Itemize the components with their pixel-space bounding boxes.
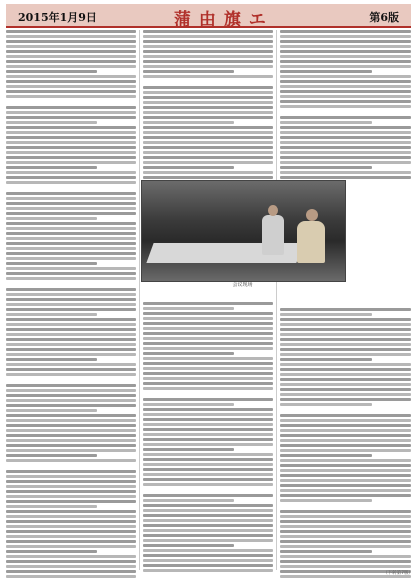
text-line [6,560,136,563]
text-line [143,146,273,149]
text-line [143,569,273,572]
text-line [6,318,136,321]
text-line [143,509,273,512]
text-line [6,475,136,478]
text-line [6,439,136,442]
text-line [6,414,136,417]
text-line [280,484,411,487]
text-line [6,535,136,538]
text-line [6,217,97,220]
text-line [143,171,273,174]
text-line [280,328,411,331]
text-line [280,338,411,341]
text-line [6,530,136,533]
text-line [280,373,411,376]
text-line [6,550,97,553]
text-line [143,347,273,350]
text-line [6,555,136,558]
text-line [280,313,372,316]
text-line [143,96,273,99]
text-line [280,474,411,477]
text-line [6,303,136,306]
text-line [143,458,273,461]
text-line [280,70,372,73]
text-line [6,480,136,483]
text-line [6,40,136,43]
text-line [280,65,411,68]
text-line [6,171,136,174]
photo-caption: 会议现场 [232,282,253,288]
text-line [280,439,411,442]
text-line [280,434,411,437]
text-line [6,298,136,301]
text-line [6,111,136,114]
text-line [143,554,273,557]
text-line [280,555,411,558]
column-2 [143,30,273,574]
text-line [6,161,136,164]
text-line [280,126,411,129]
text-line [143,131,273,134]
text-line [6,146,136,149]
text-line [6,338,136,341]
text-line [143,443,273,446]
text-line [143,312,273,315]
text-line [280,323,411,326]
text-line [143,337,273,340]
text-line [6,510,136,513]
continued-note: （下转第7版） [383,571,413,576]
text-line [6,272,136,275]
text-line [6,394,136,397]
text-line [6,470,136,473]
text-line [143,544,234,547]
text-line [6,212,136,215]
text-line [6,459,136,462]
text-line [280,176,411,179]
text-line [143,75,273,78]
text-line [143,121,234,124]
text-line [6,419,136,422]
text-line [143,362,273,365]
text-line [6,288,136,291]
text-line [6,45,136,48]
text-line [280,95,411,98]
text-line [143,86,273,89]
text-line [280,318,411,321]
text-line [6,90,136,93]
text-line [6,192,136,195]
text-line [280,45,411,48]
text-line [280,136,411,139]
text-line [143,101,273,104]
text-line [280,444,411,447]
text-line [6,409,97,412]
text-line [280,35,411,38]
text-line [6,267,136,270]
text-line [6,277,136,280]
text-line [143,156,273,159]
text-line [280,343,411,346]
text-line [6,247,136,250]
text-line [280,388,411,391]
text-line [6,55,136,58]
text-line [143,317,273,320]
text-line [143,40,273,43]
text-line [280,449,411,452]
text-line [280,55,411,58]
text-line [143,559,273,562]
text-line [280,90,411,93]
text-line [143,428,273,431]
text-line [6,495,136,498]
text-line [143,398,273,401]
text-line [143,372,273,375]
text-line [280,75,411,78]
text-line [280,525,411,528]
text-line [6,545,136,548]
text-line [6,237,136,240]
text-line [280,550,372,553]
text-line [6,95,136,98]
text-line [6,389,136,392]
attendee [262,215,284,255]
text-line [280,489,411,492]
text-line [280,333,411,336]
text-line [6,166,97,169]
text-line [6,490,136,493]
text-line [6,227,136,230]
text-line [6,399,136,402]
text-line [143,327,273,330]
text-line [143,524,273,527]
text-line [143,463,273,466]
text-line [6,353,136,356]
text-line [143,302,273,305]
text-line [280,479,411,482]
text-line [6,368,136,371]
article-body [6,30,411,570]
newspaper-title: 蒲 由 旗 エ [174,10,267,30]
text-line [6,35,136,38]
text-line [143,382,273,385]
text-line [6,65,136,68]
text-line [280,454,372,457]
text-line [6,485,136,488]
text-line [6,181,136,184]
text-line [6,116,136,119]
text-line [280,121,372,124]
text-line [143,549,273,552]
text-line [6,404,136,407]
text-line [280,419,411,422]
text-line [143,478,273,481]
text-line [6,505,97,508]
meeting-photo [141,180,346,282]
text-line [143,70,234,73]
text-line [6,454,97,457]
text-line [143,499,234,502]
text-line [6,106,136,109]
text-line [280,424,411,427]
text-line [143,151,273,154]
text-line [280,535,411,538]
text-line [280,363,411,366]
text-line [6,449,136,452]
text-line [280,141,411,144]
text-line [280,515,411,518]
column-1 [6,30,136,580]
text-line [143,30,273,33]
text-line [6,520,136,523]
text-line [6,313,97,316]
column-divider [276,30,277,570]
text-line [280,353,411,356]
text-line [143,136,273,139]
text-line [280,565,411,568]
text-line [6,333,136,336]
text-line [6,343,136,346]
issue-date: 2015年1月9日 [18,11,97,24]
text-line [280,520,411,523]
text-line [143,453,273,456]
text-line [280,166,372,169]
text-line [280,308,411,311]
text-line [6,308,136,311]
text-line [143,408,273,411]
text-line [6,570,136,573]
text-line [6,136,136,139]
text-line [280,499,372,502]
text-line [6,358,97,361]
text-line [143,91,273,94]
text-line [6,373,136,376]
text-line [143,468,273,471]
text-line [6,222,136,225]
text-line [280,510,411,513]
text-line [6,232,136,235]
text-line [143,504,273,507]
text-line [6,565,136,568]
text-line [143,106,273,109]
text-line [6,141,136,144]
text-line [143,387,273,390]
text-line [143,539,273,542]
text-line [280,50,411,53]
text-line [280,469,411,472]
text-line [143,55,273,58]
text-line [280,429,411,432]
text-line [280,100,411,103]
text-line [280,393,411,396]
text-line [6,323,136,326]
text-line [6,242,136,245]
text-line [280,131,411,134]
text-line [6,293,136,296]
text-line [143,307,234,310]
text-line [143,60,273,63]
text-line [6,50,136,53]
text-line [6,363,136,366]
text-line [6,444,136,447]
text-line [280,494,411,497]
text-line [143,448,234,451]
text-line [143,403,234,406]
text-line [280,368,411,371]
text-line [280,146,411,149]
text-line [143,473,273,476]
text-line [280,545,411,548]
text-line [143,65,273,68]
text-line [280,171,411,174]
text-line [143,332,273,335]
text-line [280,156,411,159]
text-line [280,403,372,406]
text-line [143,564,273,567]
column-3 [280,30,411,580]
text-line [280,105,411,108]
text-line [6,434,136,437]
text-line [6,252,136,255]
text-line [143,377,273,380]
text-line [143,352,234,355]
text-line [6,257,136,260]
text-line [143,433,273,436]
masthead [6,4,411,28]
text-line [6,207,136,210]
text-line [143,45,273,48]
text-line [6,384,136,387]
text-line [143,176,273,179]
text-line [143,418,273,421]
text-line [280,560,411,563]
text-line [143,494,273,497]
text-line [280,60,411,63]
page-number: 第6版 [369,11,399,24]
text-line [6,515,136,518]
text-line [143,111,273,114]
text-line [280,464,411,467]
column-divider [139,30,140,570]
text-line [6,262,97,265]
text-line [6,85,136,88]
text-line [143,438,273,441]
text-line [6,328,136,331]
text-line [143,423,273,426]
text-line [6,151,136,154]
text-line [143,529,273,532]
attendee [297,221,325,263]
text-line [6,540,136,543]
text-line [6,70,97,73]
text-line [6,80,136,83]
text-line [143,534,273,537]
text-line [6,30,136,33]
text-line [6,424,136,427]
text-line [280,151,411,154]
text-line [280,85,411,88]
text-line [280,30,411,33]
text-line [6,126,136,129]
text-line [6,525,136,528]
text-line [6,348,136,351]
text-line [6,429,136,432]
text-line [143,483,273,486]
text-line [280,378,411,381]
text-line [143,413,273,416]
text-line [280,80,411,83]
text-line [143,322,273,325]
text-line [6,75,136,78]
text-line [280,530,411,533]
text-line [6,176,136,179]
text-line [6,131,136,134]
text-line [6,202,136,205]
text-line [143,342,273,345]
text-line [143,514,273,517]
text-line [143,116,273,119]
text-line [280,540,411,543]
text-line [143,50,273,53]
text-line [280,40,411,43]
text-line [143,367,273,370]
text-line [143,35,273,38]
text-line [6,60,136,63]
text-line [143,126,273,129]
text-line [280,358,372,361]
text-line [280,383,411,386]
text-line [6,156,136,159]
text-line [280,414,411,417]
text-line [6,121,97,124]
text-line [143,161,273,164]
text-line [280,161,411,164]
text-line [6,197,136,200]
text-line [280,398,411,401]
text-line [143,519,273,522]
text-line [280,459,411,462]
text-line [143,357,273,360]
text-line [6,500,136,503]
text-line [280,116,411,119]
text-line [143,141,273,144]
text-line [143,166,234,169]
text-line [280,348,411,351]
